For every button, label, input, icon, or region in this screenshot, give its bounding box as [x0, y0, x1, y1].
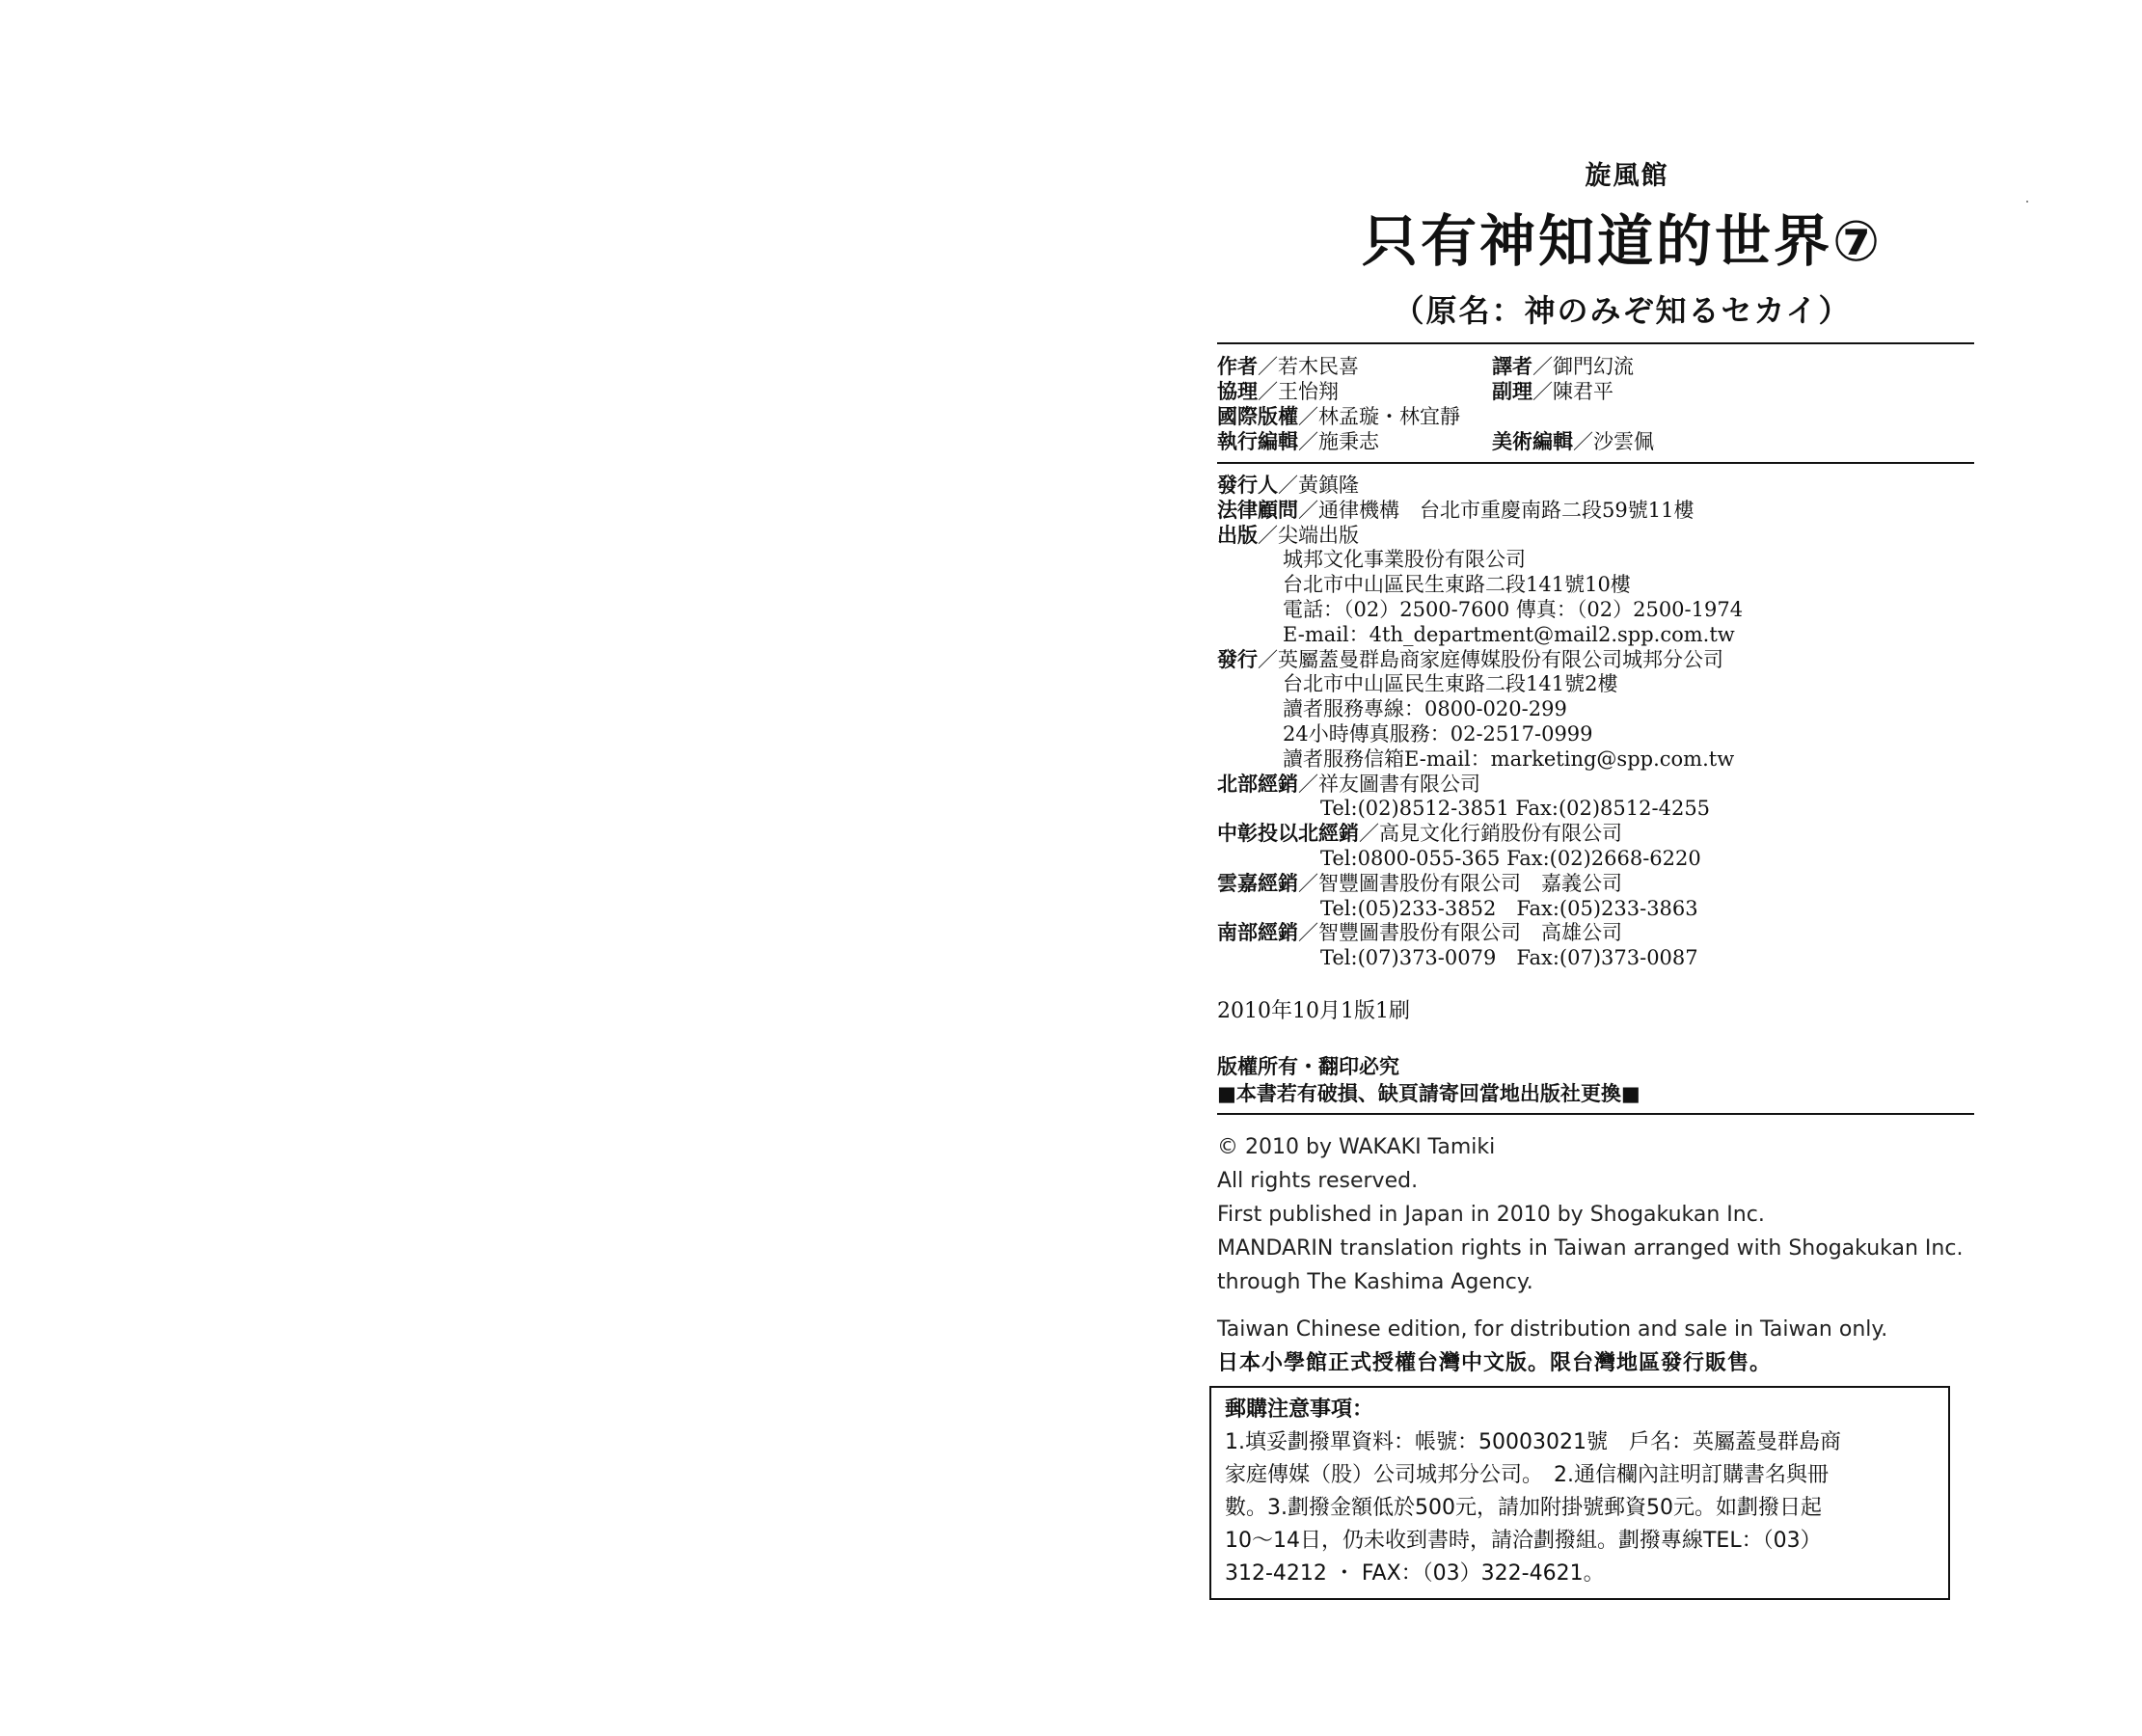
info-line: 24小時傳真服務：02-2517-0999: [1283, 721, 1593, 746]
info-value: ／通律機構 台北市重慶南路二段59號11樓: [1298, 498, 1695, 522]
distribution-line-english: Taiwan Chinese edition, for distribution and sale in Taiwan only.: [1217, 1316, 1888, 1342]
info-value: ／智豐圖書股份有限公司 高雄公司: [1298, 921, 1622, 945]
imprint-name: 旋風館: [1585, 161, 1669, 191]
info-key: 發行人: [1217, 474, 1278, 497]
info-line: 台北市中山區民生東路二段141號2樓: [1283, 672, 1618, 696]
credit-value: ／施秉志: [1298, 430, 1379, 453]
info-value: ／智豐圖書股份有限公司 嘉義公司: [1298, 871, 1622, 895]
credit-row: [1217, 404, 2066, 429]
edition-date: 2010年10月1版1刷: [1217, 998, 1410, 1023]
info-value: ／尖端出版: [1258, 523, 1359, 547]
mail-order-notice: [1209, 1386, 1950, 1600]
credit-value: ／林孟璇・林宜靜: [1298, 405, 1460, 428]
divider: [1217, 462, 1974, 464]
credit-key: 美術編輯: [1492, 430, 1573, 453]
copyright-line: First published in Japan in 2010 by Shogakukan Inc.: [1217, 1202, 1765, 1227]
notice-line: 10～14日，仍未收到書時，請洽劃撥組。劃撥專線TEL：（03）: [1225, 1528, 1822, 1553]
colophon: [1217, 154, 2066, 1600]
credit-value: ／若木民喜: [1258, 355, 1359, 378]
credit-key: 執行編輯: [1217, 430, 1298, 453]
info-line: Tel:(02)8512-3851 Fax:(02)8512-4255: [1320, 797, 1711, 821]
notice-line: 數。3.劃撥金額低於500元，請加附掛號郵資50元。如劃撥日起: [1225, 1495, 1822, 1520]
info-line: 電話：（02）2500-7600 傳真：（02）2500-1974: [1283, 597, 1744, 621]
info-key: 南部經銷: [1217, 921, 1298, 945]
credit-key: 國際版權: [1217, 405, 1298, 428]
credit-value: ／御門幻流: [1532, 355, 1634, 378]
info-line: Tel:(05)233-3852 Fax:(05)233-3863: [1320, 896, 1698, 920]
credit-key: 作者: [1217, 355, 1258, 378]
notice-line: 312-4212 ・ FAX：（03）322-4621。: [1225, 1560, 1605, 1586]
info-line: Tel:(07)373-0079 Fax:(07)373-0087: [1320, 946, 1698, 970]
credit-row: [1217, 354, 2066, 379]
distribution-line-chinese: 日本小學館正式授權台灣中文版。限台灣地區發行販售。: [1217, 1350, 1773, 1375]
rights-notice: [1217, 1053, 2066, 1107]
credit-key: 譯者: [1492, 355, 1532, 378]
info-line: 讀者服務專線：0800-020-299: [1283, 697, 1567, 721]
info-line: 台北市中山區民生東路二段141號10樓: [1283, 573, 1631, 597]
info-line: E-mail：4th_department@mail2.spp.com.tw: [1283, 622, 1735, 646]
info-line: Tel:0800-055-365 Fax:(02)2668-6220: [1320, 846, 1701, 870]
copyright-line: through The Kashima Agency.: [1217, 1269, 1533, 1294]
info-value: ／祥友圖書有限公司: [1298, 772, 1480, 796]
info-line: 城邦文化事業股份有限公司: [1283, 548, 1526, 572]
credit-row: [1217, 379, 2066, 404]
info-key: 中彰投以北經銷: [1217, 822, 1359, 846]
book-title: 只有神知道的世界⑦: [1361, 208, 1884, 274]
publishing-info: [1217, 474, 2066, 971]
info-key: 法律顧問: [1217, 498, 1298, 522]
divider: [1217, 342, 1974, 344]
copyright-line: © 2010 by WAKAKI Tamiki: [1217, 1134, 1496, 1159]
info-key: 發行: [1217, 647, 1258, 671]
copyright-english: [1217, 1130, 2066, 1346]
info-key: 出版: [1217, 523, 1258, 547]
info-value: ／高見文化行銷股份有限公司: [1359, 822, 1622, 846]
original-title: （原名：神のみぞ知るセカイ）: [1393, 292, 1852, 329]
info-value: ／英屬蓋曼群島商家庭傳媒股份有限公司城邦分公司: [1258, 647, 1723, 671]
rights-line: ■本書若有破損、缺頁請寄回當地出版社更換■: [1217, 1081, 1640, 1105]
credit-row: [1217, 429, 2066, 454]
copyright-line: All rights reserved.: [1217, 1168, 1419, 1193]
staff-credits: [1217, 354, 2066, 454]
info-key: 北部經銷: [1217, 772, 1298, 796]
info-value: ／黃鎮隆: [1278, 474, 1359, 497]
copyright-line: MANDARIN translation rights in Taiwan arranged with Shogakukan Inc.: [1217, 1235, 1964, 1261]
notice-line: 1.填妥劃撥單資料：帳號：50003021號 戶名：英屬蓋曼群島商: [1225, 1429, 1841, 1454]
credit-key: 副理: [1492, 380, 1532, 403]
credit-value: ／王怡翔: [1258, 380, 1339, 403]
info-key: 雲嘉經銷: [1217, 871, 1298, 895]
info-line: 讀者服務信箱E-mail：marketing@spp.com.tw: [1283, 746, 1735, 771]
notice-line: 家庭傳媒（股）公司城邦分公司。 2.通信欄內註明訂購書名與冊: [1225, 1462, 1829, 1487]
credit-value: ／沙雲佩: [1573, 430, 1654, 453]
divider: [1217, 1113, 1974, 1115]
credit-key: 協理: [1217, 380, 1258, 403]
credit-value: ／陳君平: [1532, 380, 1613, 403]
notice-heading: 郵購注意事項：: [1225, 1397, 1374, 1422]
rights-line: 版權所有・翻印必究: [1217, 1054, 1399, 1078]
